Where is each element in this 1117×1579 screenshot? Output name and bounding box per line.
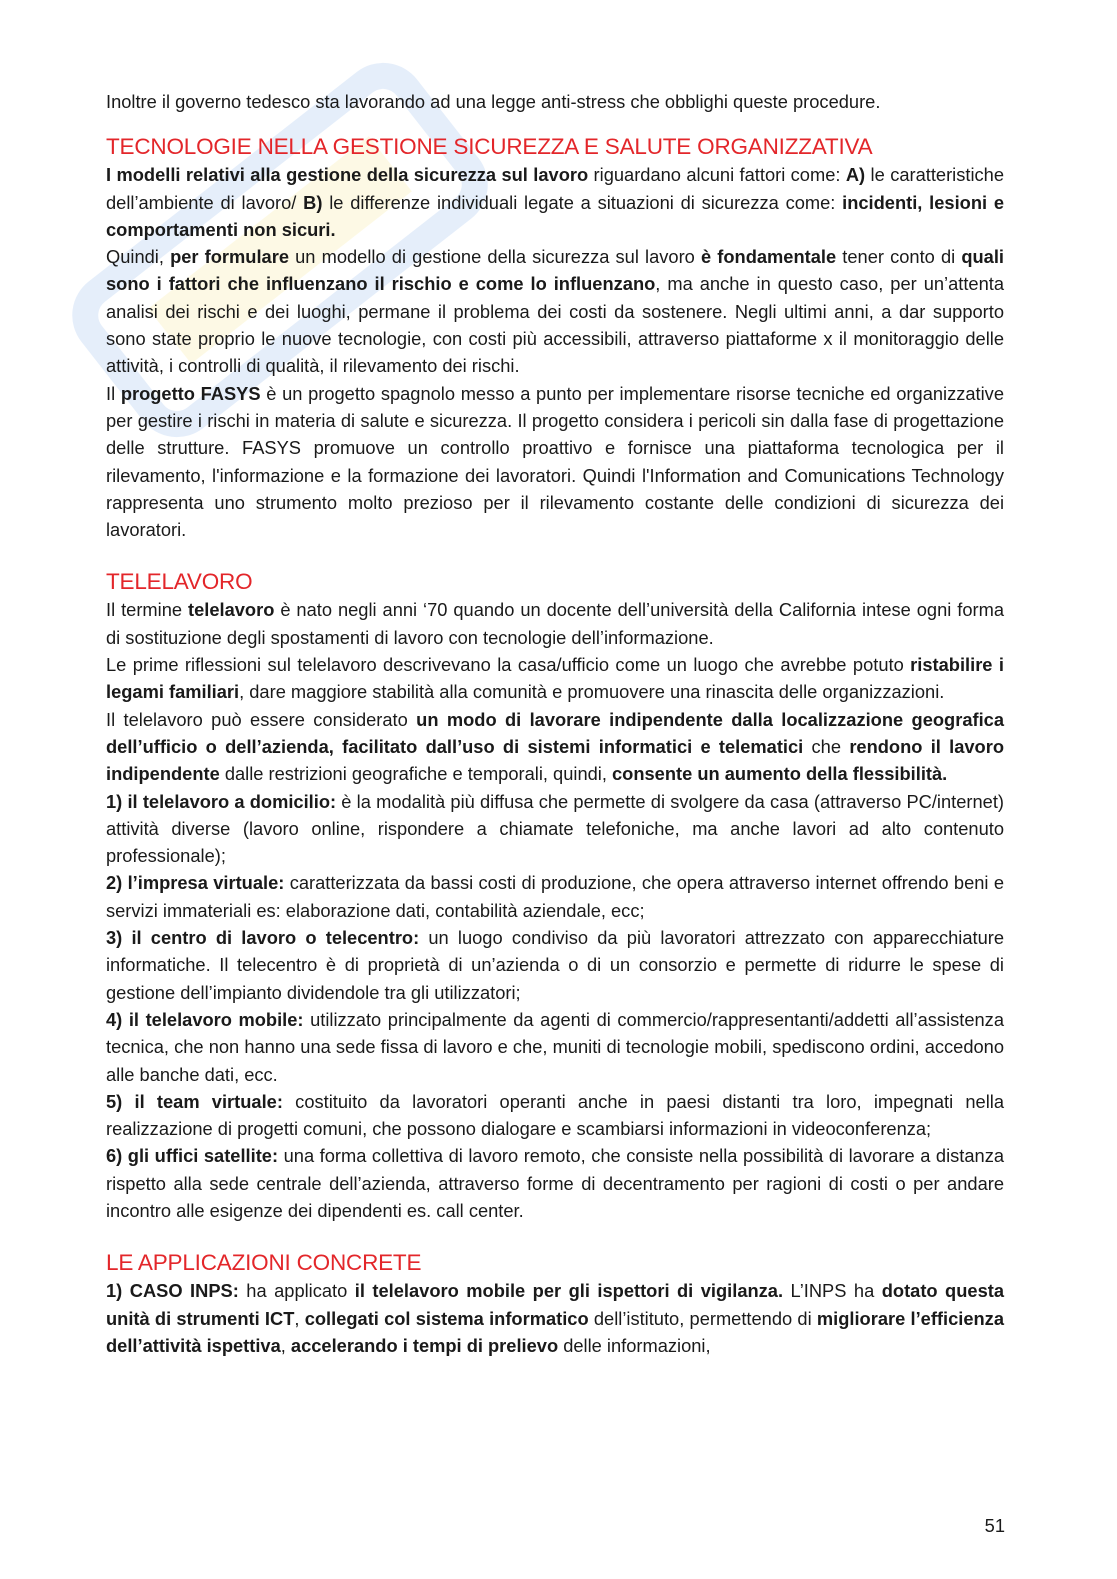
document-sections [106, 132, 1004, 1359]
bold-text: consente un aumento della flessibilità. [612, 763, 948, 785]
bold-text: 1) CASO INPS: [106, 1280, 239, 1302]
text-run: Le prime riflessioni sul telelavoro descrivevano la casa/ufficio come un luogo che avrebbe potuto [106, 654, 911, 676]
text-run: delle informazioni, [558, 1334, 711, 1356]
bold-text: migliorare l’efficienza dell’attività ispettiva [106, 1307, 1004, 1356]
bold-text: collegati col sistema informatico [304, 1307, 589, 1329]
paragraph [106, 924, 1004, 1006]
text-run: tener conto di [836, 246, 962, 268]
bold-text: quali sono i fattori che influenzano il rischio e come lo influenzano [106, 246, 1004, 295]
bold-text: 5) il team virtuale: [106, 1090, 283, 1112]
bold-text: è fondamentale [700, 246, 837, 268]
text-run: Quindi, [106, 246, 171, 268]
paragraph [106, 1006, 1004, 1088]
paragraph [106, 380, 1004, 544]
text-run: un luogo condiviso da più lavoratori attrezzato con apparecchiature informatiche. Il telecentro è di proprietà di un’azienda o di un consorzio e permette di ridurre le spese di gestione dell’impianto dividendole tra gli utilizzatori; [106, 927, 1004, 1003]
paragraph [106, 869, 1004, 924]
paragraph [106, 596, 1004, 651]
paragraph [106, 788, 1004, 870]
paragraph [106, 651, 1004, 706]
bold-text: 2) l’impresa virtuale: [106, 872, 285, 894]
text-run: Il telelavoro può essere considerato [106, 708, 417, 730]
text-run: è la modalità più diffusa che permette di svolgere da casa (attraverso PC/internet) attività diverse (lavoro online, rispondere a chiamate telefoniche, ma anche lavori ad alto contenuto professionale); [106, 790, 1004, 867]
bold-text: il telelavoro mobile per gli ispettori di vigilanza. [354, 1280, 784, 1302]
text-run: , ma anche in questo caso, per un’attenta analisi dei rischi e dei luoghi, permane il problema dei costi da sostenere. Negli ultimi anni, a dar supporto sono state proprio le nuove tecnologie, con costi più accessibili, attraverso piattaforme x il monitoraggio delle attività, i controlli di qualità, il rilevamento dei rischi. [106, 273, 1004, 377]
bold-text: 3) il centro di lavoro o telecentro: [106, 927, 420, 949]
text-run: costituito da lavoratori operanti anche in paesi distanti tra loro, impegnati nella realizzazione di progetti comuni, che possono dialogare e scambiarsi informazioni in videoconferenza; [106, 1090, 1004, 1140]
paragraph [106, 706, 1004, 788]
bold-text: incidenti, lesioni e comportamenti non sicuri. [106, 191, 1005, 240]
bold-text: dotato questa unità di strumenti ICT [106, 1280, 1004, 1329]
text-run: è nato negli anni ‘70 quando un docente dell’università della California intese ogni forma di sostituzione degli spostamenti di lavoro con tecnologie dell’informazione. [106, 599, 1005, 648]
bold-text: 6) gli uffici satellite: [106, 1145, 279, 1167]
paragraph [106, 161, 1004, 243]
section-heading: TELELAVORO [106, 569, 253, 595]
text-run: caratterizzata da bassi costi di produzione, che opera attraverso internet offrendo beni e servizi immateriali es: elaborazione dati, contabilità aziendale, ecc; [106, 872, 1004, 921]
text-run: un modello di gestione della sicurezza sul lavoro [289, 246, 701, 268]
paragraph [106, 243, 1004, 379]
bold-text: A) [845, 164, 866, 186]
text-run: Il [106, 382, 121, 404]
bold-text: 4) il telelavoro mobile: [106, 1008, 304, 1030]
text-run: Il termine [106, 599, 188, 621]
text-run: che [803, 735, 850, 757]
text-run: è un progetto spagnolo messo a punto per implementare risorse tecniche ed organizzative per gestire i rischi in materia di salute e sicurezza. Il progetto considera i pericoli sin dalla fase di progettazione delle strutture. FASYS promuove un controllo proattivo e fornisce una piattaforma tecnologica per il rilevamento, l'informazione e la formazione dei lavoratori. Quindi l'Information and Comunications Technology rappresenta uno strumento molto prezioso per il rilevamento costante delle condizioni di sicurezza dei lavoratori. [106, 382, 1004, 541]
intro-line: Inoltre il governo tedesco sta lavorando ad una legge anti-stress che obblighi queste procedure. [106, 91, 881, 112]
text-run: dell’istituto, permettendo di [588, 1307, 817, 1329]
text-run: , dare maggiore stabilità alla comunità e promuovere una rinascita delle organizzazioni. [239, 681, 945, 703]
bold-text: B) [303, 191, 323, 213]
text-run: le differenze individuali legate a situazioni di sicurezza come: [322, 191, 843, 213]
text-run: riguardano alcuni fattori come: [588, 164, 846, 186]
paragraph [106, 1088, 1004, 1143]
bold-text: rendono il lavoro indipendente [106, 735, 1005, 785]
text-run: una forma collettiva di lavoro remoto, che consiste nella possibilità di lavorare a distanza rispetto alla sede centrale dell’azienda, attraverso forme di decentramento per ragioni di costi o per andare incontro alle esigenze dei dipendenti es. call center. [106, 1145, 1005, 1221]
text-run: ha applicato [238, 1280, 355, 1302]
bold-text: per formulare [170, 246, 289, 268]
bold-text: I modelli relativi alla gestione della sicurezza sul lavoro [106, 164, 589, 186]
bold-text: 1) il telelavoro a domicilio: [106, 790, 337, 812]
bold-text: telelavoro [188, 599, 275, 621]
text-run: , [294, 1307, 305, 1329]
paragraph [106, 1277, 1004, 1359]
bold-text: ristabilire i legami familiari [106, 654, 1004, 703]
bold-text: accelerando i tempi di prelievo [290, 1334, 559, 1356]
section-heading: LE APPLICAZIONI CONCRETE [106, 1250, 422, 1276]
bold-text: un modo di lavorare indipendente dalla localizzazione geografica dell’ufficio o dell’azienda, facilitato dall’uso di sistemi informatici e telematici [106, 708, 1004, 757]
text-run: utilizzato principalmente da agenti di commercio/rappresentanti/addetti all’assistenza tecnica, che non hanno una sede fissa di lavoro e che, muniti di tecnologie mobili, spediscono ordini, accedono alle banche dati, ecc. [106, 1008, 1004, 1085]
text-run: dalle restrizioni geografiche e temporali, quindi, [219, 763, 612, 785]
document-page [106, 88, 1004, 1359]
paragraph [106, 1142, 1004, 1224]
page-number: 51 [984, 1515, 1005, 1536]
section-heading: TECNOLOGIE NELLA GESTIONE SICUREZZA E SALUTE ORGANIZZATIVA [106, 134, 873, 160]
text-run: L’INPS ha [783, 1280, 882, 1302]
bold-text: progetto FASYS [120, 382, 261, 404]
text-run: le caratteristiche dell’ambiente di lavoro/ [106, 164, 1004, 213]
text-run: , [280, 1334, 291, 1356]
